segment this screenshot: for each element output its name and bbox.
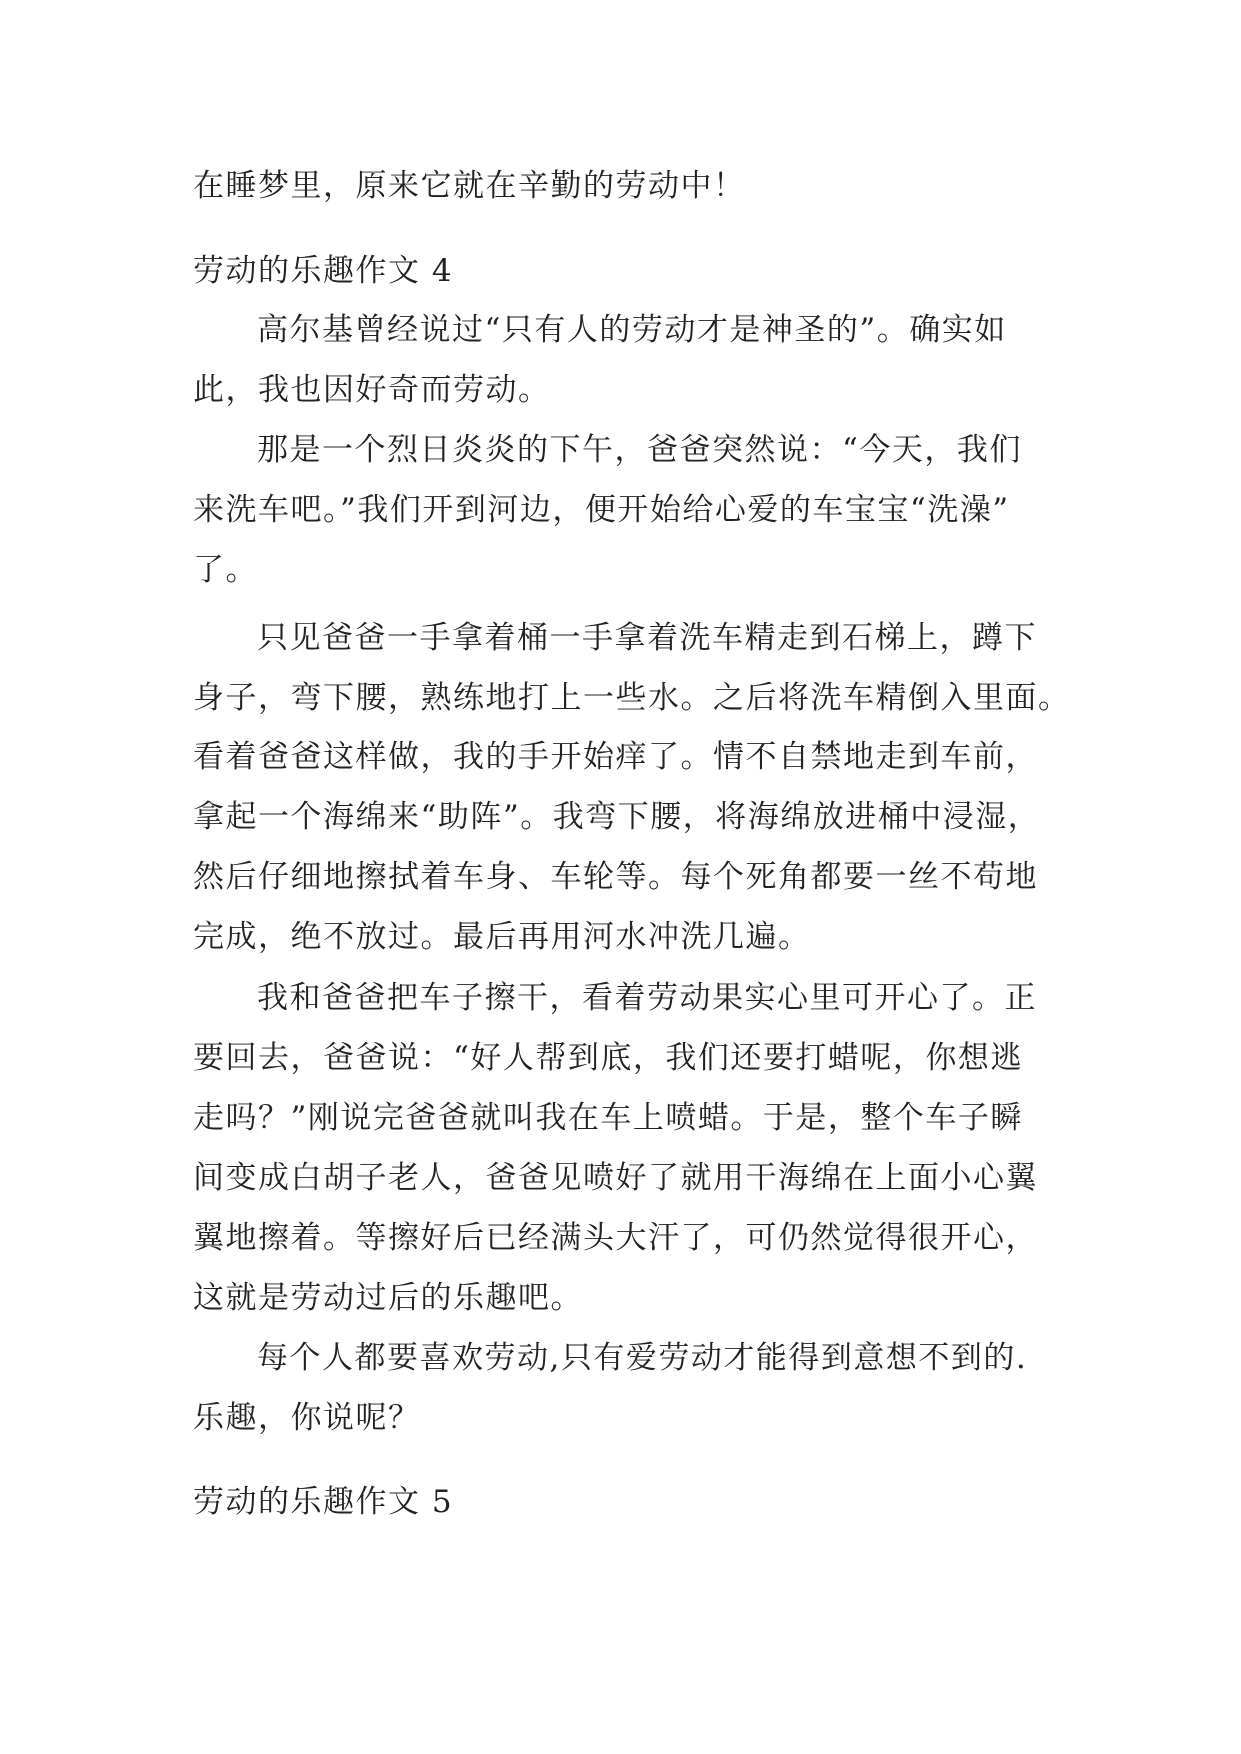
text-line: 身子，弯下腰，熟练地打上一些水。之后将洗车精倒入里面。 bbox=[193, 680, 1071, 716]
text-line: 翼地擦着。等擦好后已经满头大汗了，可仍然觉得很开心， bbox=[193, 1220, 1038, 1256]
paragraph-first-line: 只见爸爸一手拿着桶一手拿着洗车精走到石梯上，蹲下 bbox=[257, 620, 1037, 656]
text-line: 乐趣，你说呢？ bbox=[193, 1400, 421, 1436]
paragraph-first-line: 我和爸爸把车子擦干，看着劳动果实心里可开心了。正 bbox=[257, 980, 1037, 1016]
text-line: 此，我也因好奇而劳动。 bbox=[193, 372, 551, 408]
section-heading: 劳动的乐趣作文 4 bbox=[193, 253, 454, 289]
text-line: 来洗车吧。”我们开到河边，便开始给心爱的车宝宝“洗澡” bbox=[193, 492, 1010, 528]
text-line: 看着爸爸这样做，我的手开始痒了。情不自禁地走到车前， bbox=[193, 739, 1038, 775]
paragraph-first-line: 每个人都要喜欢劳动,只有爱劳动才能得到意想不到的. bbox=[257, 1340, 1028, 1376]
text-line: 走吗？”刚说完爸爸就叫我在车上喷蜡。于是，整个车子瞬 bbox=[193, 1100, 1023, 1136]
text-line: 在睡梦里，原来它就在辛勤的劳动中！ bbox=[193, 168, 746, 204]
text-line: 要回去，爸爸说：“好人帮到底，我们还要打蜡呢，你想逃 bbox=[193, 1040, 1023, 1076]
text-line: 了。 bbox=[193, 552, 258, 588]
text-line: 间变成白胡子老人，爸爸见喷好了就用干海绵在上面小心翼 bbox=[193, 1160, 1038, 1196]
text-line: 这就是劳动过后的乐趣吧。 bbox=[193, 1280, 583, 1316]
text-line: 然后仔细地擦拭着车身、车轮等。每个死角都要一丝不苟地 bbox=[193, 859, 1038, 895]
section-heading: 劳动的乐趣作文 5 bbox=[193, 1484, 454, 1520]
text-line: 拿起一个海绵来“助阵”。我弯下腰，将海绵放进桶中浸湿， bbox=[193, 799, 1041, 835]
paragraph-first-line: 高尔基曾经说过“只有人的劳动才是神圣的”。确实如 bbox=[257, 312, 1007, 348]
paragraph-first-line: 那是一个烈日炎炎的下午，爸爸突然说：“今天，我们 bbox=[257, 432, 1022, 468]
text-line: 完成，绝不放过。最后再用河水冲洗几遍。 bbox=[193, 919, 811, 955]
